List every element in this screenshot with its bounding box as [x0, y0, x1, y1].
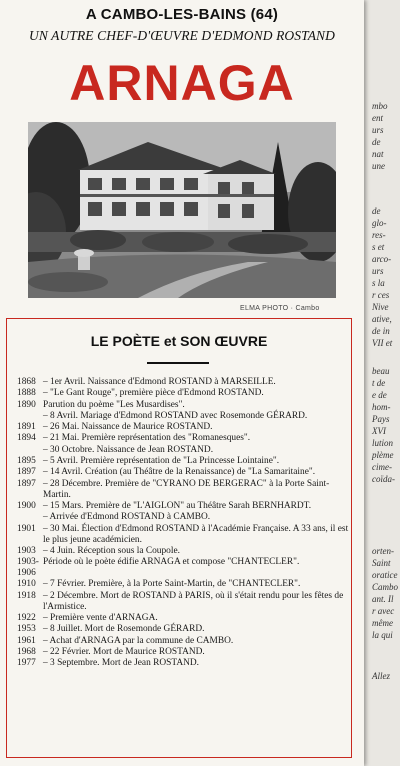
back-page-text-fragment: plème [372, 450, 394, 460]
timeline-year [17, 512, 43, 523]
back-page-text-fragment: de [372, 137, 381, 147]
back-page-text-fragment: urs [372, 266, 384, 276]
timeline-year: 1897 [17, 467, 36, 478]
timeline-text: – 8 Avril. Mariage d'Edmond ROSTAND avec Rosemonde GÉRARD. [43, 410, 308, 421]
timeline-entry [17, 647, 349, 658]
timeline-text: – 1er Avril. Naissance d'Edmond ROSTAND à MARSEILLE. [43, 377, 276, 387]
back-page-text-fragment: glo- [372, 218, 387, 228]
back-page-text-fragment: ative, [372, 314, 392, 324]
back-page-text-fragment: res- [372, 230, 386, 240]
timeline-entry [17, 433, 349, 444]
timeline-year: 1890 [17, 399, 36, 410]
timeline-year [17, 411, 43, 422]
timeline-year [17, 445, 43, 456]
timeline-year: 1900 [17, 500, 36, 511]
timeline-year: 1903 [17, 545, 36, 556]
timeline-text: – 2 Décembre. Mort de ROSTAND à PARIS, où il s'était rendu pour les fêtes de l'Armistice. [43, 590, 344, 612]
timeline-year: 1895 [17, 456, 36, 467]
timeline-text: – 3 Septembre. Mort de Jean ROSTAND. [43, 658, 199, 669]
back-page-text-fragment: hom- [372, 402, 391, 412]
back-page-text-fragment: beau [372, 366, 390, 376]
timeline-entry [17, 624, 349, 635]
timeline-entry [17, 591, 349, 613]
timeline-text: – 30 Octobre. Naissance de Jean ROSTAND. [43, 444, 214, 455]
back-page-text-fragment: Allez [372, 671, 390, 681]
timeline-year: 1897 [17, 478, 36, 489]
back-page-text-fragment: la qui [372, 630, 393, 640]
timeline-year: 1968 [17, 646, 36, 657]
timeline-entry [17, 411, 349, 422]
back-page-text-fragment: r ces [372, 290, 390, 300]
timeline-entry [17, 377, 349, 388]
timeline-entry [17, 467, 349, 478]
timeline-entry [17, 512, 349, 523]
timeline-text: – 15 Mars. Première de "L'AIGLON" au Théâtre Sarah BERNHARDT. [43, 500, 312, 511]
timeline-entry [17, 557, 349, 579]
timeline-text: – 5 Avril. Première représentation de "La Princesse Lointaine". [43, 456, 280, 467]
timeline-year: 1901 [17, 523, 36, 534]
back-page-text-fragment: cime- [372, 462, 392, 472]
timeline-entry [17, 456, 349, 467]
timeline-list [17, 377, 349, 670]
timeline-year: 1977 [17, 658, 36, 669]
back-page-text-fragment: de [372, 206, 381, 216]
back-page-text-fragment: e de [372, 390, 387, 400]
back-page-text-fragment: nat [372, 149, 384, 159]
back-page-text-fragment: orten- [372, 546, 394, 556]
back-page-text-fragment: VII et [372, 338, 393, 348]
timeline-text: – 22 Février. Mort de Maurice ROSTAND. [43, 646, 205, 657]
timeline-year: 1922 [17, 613, 36, 624]
back-page-text-fragment: oratice [372, 570, 398, 580]
back-page-text-fragment: XVI [372, 426, 386, 436]
back-page-text-fragment: Pays [372, 414, 390, 424]
title-divider [147, 362, 209, 364]
timeline-entry [17, 479, 349, 501]
timeline-box [6, 318, 352, 758]
timeline-year: 1894 [17, 433, 36, 444]
timeline-entry [17, 613, 349, 624]
timeline-year: 1888 [17, 388, 36, 399]
timeline-text: – 26 Mai. Naissance de Maurice ROSTAND. [43, 422, 213, 433]
timeline-entry [17, 400, 349, 411]
back-page-text-fragment: t de [372, 378, 386, 388]
timeline-year: 1891 [17, 422, 36, 433]
subtitle: UN AUTRE CHEF-D'ŒUVRE D'EDMOND ROSTAND [28, 28, 336, 43]
back-page-text-fragment: arco- [372, 254, 392, 264]
timeline-text: – Achat d'ARNAGA par la commune de CAMBO. [43, 635, 234, 646]
timeline-text: – 30 Mai. Élection d'Edmond ROSTAND à l'Académie Française. A 33 ans, il est le plus jeune académicien. [43, 523, 349, 545]
timeline-text: – 28 Décembre. Première de "CYRANO DE BERGERAC" à la Porte Saint-Martin. [43, 478, 330, 500]
back-page-text-fragment: urs [372, 125, 384, 135]
timeline-text: Période où le poète édifie ARNAGA et compose "CHANTECLER". [43, 557, 300, 568]
timeline-entry [17, 546, 349, 557]
back-page-text-fragment: s et [372, 242, 385, 252]
back-page-text-fragment: Saint [372, 558, 391, 568]
timeline-text: – Première vente d'ARNAGA. [43, 613, 158, 624]
timeline-entry [17, 422, 349, 433]
back-page-text-fragment: Nive [372, 302, 389, 312]
timeline-year: 1903-1906 [17, 557, 39, 579]
back-page-text-fragment: une [372, 161, 385, 171]
timeline-entry [17, 445, 349, 456]
timeline-year: 1918 [17, 590, 36, 601]
timeline-entry [17, 524, 349, 546]
timeline-text: – 21 Mai. Première représentation des "Romanesques". [43, 433, 251, 444]
timeline-entry [17, 579, 349, 590]
back-page-text-fragment: r avec [372, 606, 395, 616]
back-page-text-fragment: ant. Il [372, 594, 394, 604]
timeline-text: – 14 Avril. Création (au Théâtre de la Renaissance) de "La Samaritaine". [43, 467, 316, 478]
villa-arnaga-photo [28, 122, 336, 298]
page-title: ARNAGA [69, 55, 295, 111]
timeline-year: 1910 [17, 579, 36, 590]
timeline-year: 1953 [17, 624, 36, 635]
timeline-text: – 7 Février. Première, à la Porte Saint-Martin, de "CHANTECLER". [43, 579, 301, 590]
back-page-text-fragment: coïda- [372, 474, 395, 484]
timeline-text: – 8 Juillet. Mort de Rosemonde GÉRARD. [43, 624, 205, 635]
timeline-text: – 4 Juin. Réception sous la Coupole. [43, 545, 180, 556]
section-title: LE POÈTE et SON ŒUVRE [90, 333, 268, 349]
timeline-text: Parution du poème "Les Musardises". [43, 399, 185, 410]
back-page-text-fragment: lution [372, 438, 394, 448]
location-heading: A CAMBO-LES-BAINS (64) [85, 6, 279, 23]
timeline-year: 1961 [17, 635, 36, 646]
back-page-text-fragment: s la [372, 278, 385, 288]
timeline-text: – Arrivée d'Edmond ROSTAND à CAMBO. [43, 512, 211, 523]
back-page-text-fragment: mbo [372, 101, 388, 111]
timeline-entry [17, 388, 349, 399]
timeline-entry [17, 658, 349, 669]
timeline-year: 1868 [17, 377, 36, 387]
timeline-entry [17, 636, 349, 647]
timeline-entry [17, 501, 349, 512]
back-page-text-fragment: Cambo [372, 582, 399, 592]
photo-credit: ELMA PHOTO · Cambo [240, 305, 320, 312]
back-page-text-fragment: ent [372, 113, 383, 123]
back-page-text-fragment: même [372, 618, 393, 628]
timeline-text: – "Le Gant Rouge", première pièce d'Edmond ROSTAND. [43, 388, 264, 399]
back-page-text-fragment: de in [372, 326, 390, 336]
